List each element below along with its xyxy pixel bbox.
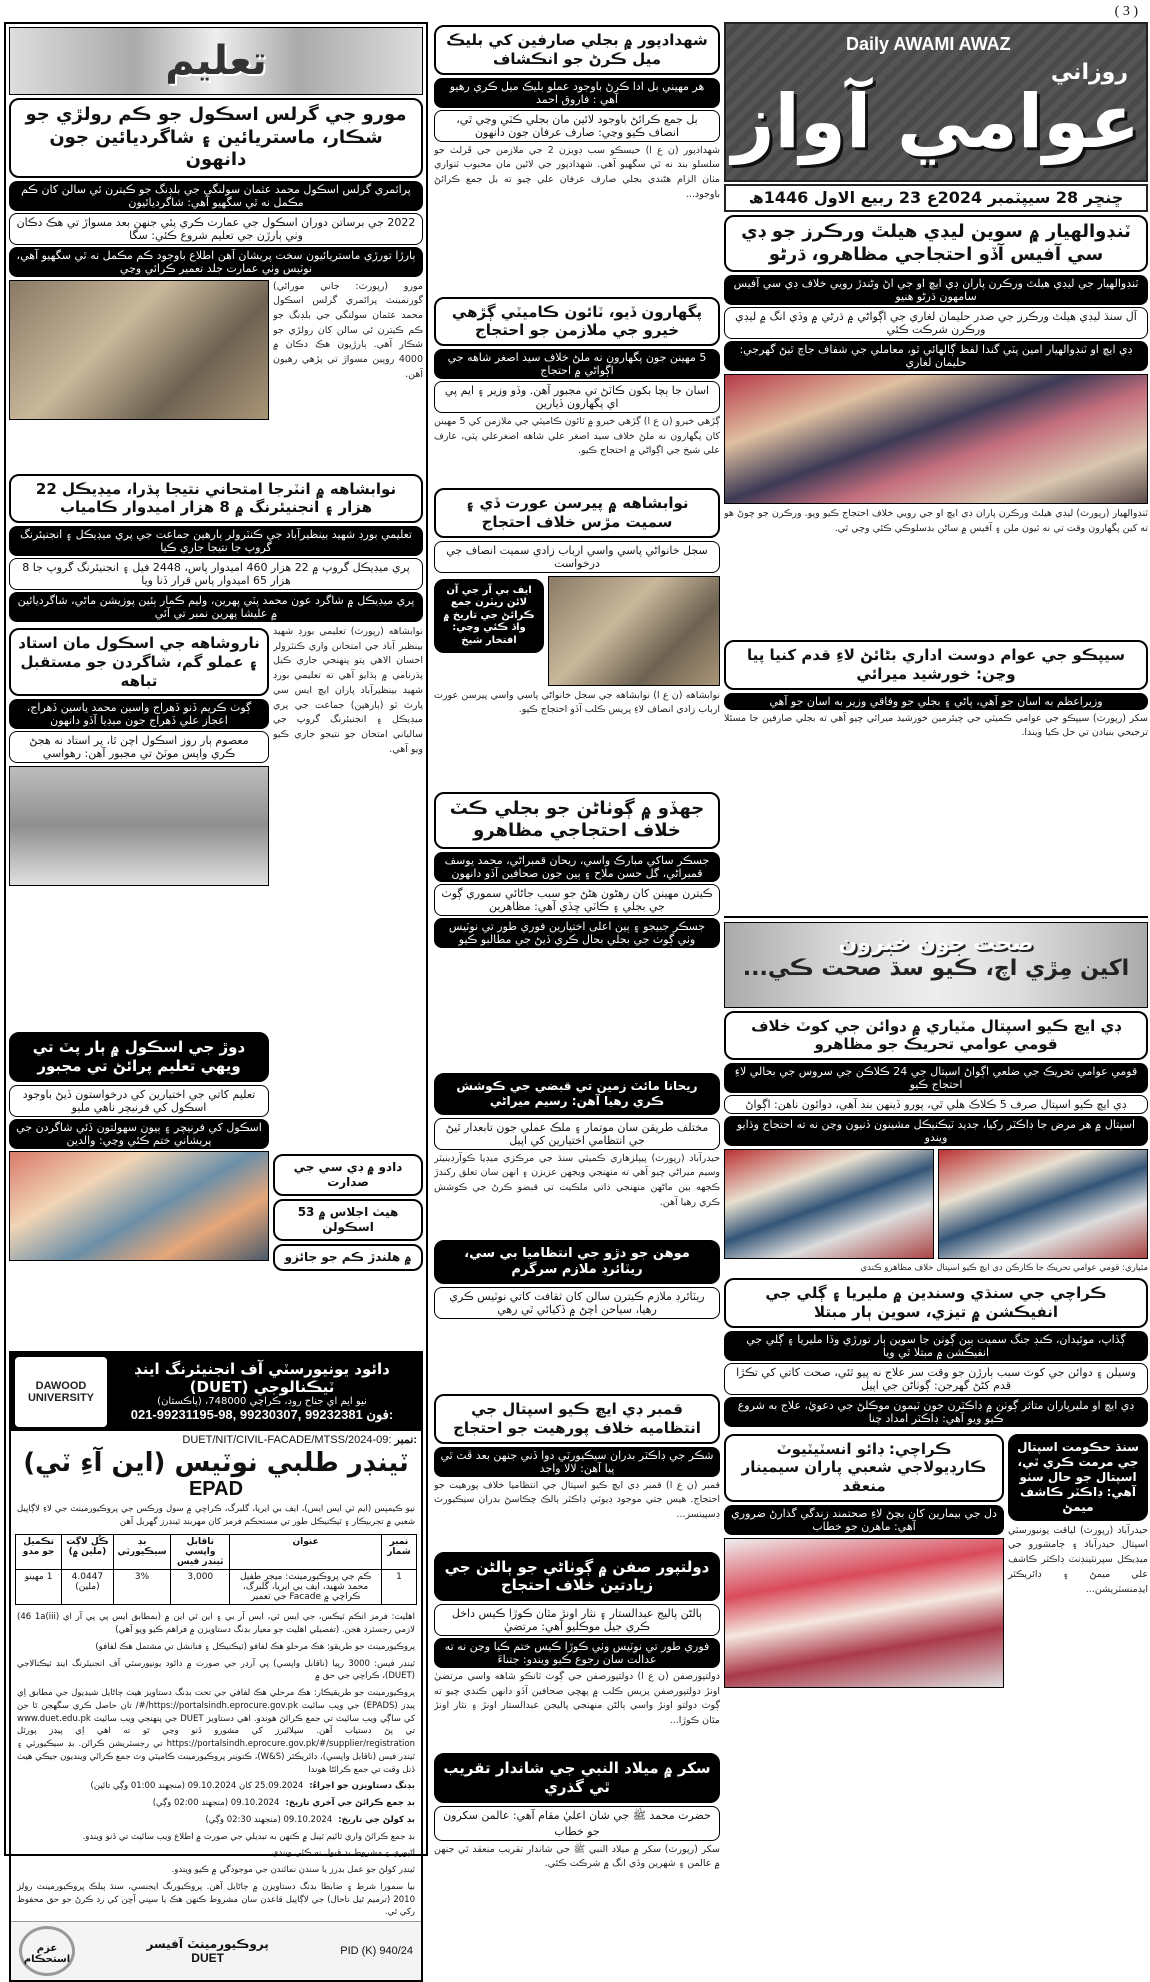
headline-dow-seminar[interactable]: ڪراچي: ڊائو انسٽيٽيوٽ ڪارڊيولاجي شعبي پاران سيمينار منعقد	[724, 1434, 1004, 1502]
schedule-label: بڊ جمع ڪرائڻ جي آخري تاريخ:	[285, 1798, 415, 1808]
schedule-row	[11, 1812, 421, 1829]
subheadline: تعليمي بورڊ شهيد بينظيرآباد جي ڪنٽرولر ٻارهين جماعت جي پري ميڊيڪل ۽ انجنيئرنگ گروپ جا نتيجا جاري ڪيا	[9, 526, 423, 556]
schedule-row	[11, 1795, 421, 1812]
headline-nawabshah-results[interactable]: نوابشاهه ۾ انٽرجا امتحاني نتيجا پڌرا، ميڊيڪل 22 هزار ۽ انجنيئرنگ ۾ 8 هزار اميدوار ڪامياب	[9, 474, 423, 524]
duet-logo: DAWOOD UNIVERSITY	[15, 1357, 107, 1427]
article-body: نوابشاهه (ن ع ا) نوابشاهه جي سجل خانواڻي پاسي واسي پيرسن عورت ارباب زادي انصاف لاءِ پريس ڪلب آڏو احتجاج ڪيو.	[434, 689, 720, 716]
masthead-name: عوامي آواز	[731, 79, 1141, 165]
subheadline: ڊي ايڇ او مليرپاران متاثر ڳوٺن ۾ ڊاڪٽرن جون ٽيمون موڪلڻ جي دعويٰ، علاج به شروع ڪيو ويو آهي: ڊاڪٽر امداد چنا	[724, 1397, 1148, 1427]
subheadline: معصوم ٻار روز اسڪول اچن ٿا، پر استاد نه هجڻ ڪري واپس موٽڻ تي مجبور آهن: رهواسي	[9, 731, 269, 763]
subheadline: حضرت محمد ﷺ جي شان اعليٰ مقام آهي: عالمن سکرون جو خطاب	[434, 1806, 720, 1841]
article-body: دولتپورصفن (ن ع ا) دولتپورصفن جي ڳوٺ ٽانڪو شاهه واسي مرتضيٰ اونڙ دولتپورصفن پريس ڪلب ۾ پهچي صحافين آڏو دانهن ڪندي چيو ته ڳوٺ دولتو اونڙ واسي ٻالڻن منهنجي پاليجن عبدالستار اونڙ ۽ نثار اونڙ مٿان ڪوڙا...	[434, 1671, 720, 1727]
masthead	[724, 22, 1148, 182]
headline-johi-power-cut[interactable]: جهڏو ۾ ڳوٺاڻن جو بجلي ڪٽ خلاف احتجاجي مظاهرو	[434, 792, 720, 849]
middle-column	[434, 22, 720, 1870]
ad-tender-fee: ٽينڊر فيس: 3000 رپيا (ناقابل واپسي) پي آرڊر جي صورت ۾ دائود يونيورسٽي آف انجنيئرنگ اينڊ ٽيڪنالاجي (DUET)، ڪراچي جي حق ۾	[17, 1658, 416, 1682]
table-cell: 3%	[113, 1570, 171, 1605]
subheadline: ڊي ايڇ او ٽنڊوالهيار امين پٽي گندا لفظ ڳالهائي ٿو، معاملي جي شفاف جاچ ٿيڻ گهرجي: حليمان لغاري	[724, 341, 1148, 371]
table-header: نمبر شمار	[382, 1535, 417, 1570]
masthead-english-title: Daily AWAMI AWAZ	[846, 34, 1011, 54]
headline-matiari-hospital[interactable]: ڊي ايڇ ڪيو اسپتال مٽياري ۾ دوائن جي کوٽ خلاف قومي عوامي تحريڪ جو مظاهرو	[724, 1011, 1148, 1061]
ad-university-name: دائود يونيورسٽي آف انجنيئرنگ اينڊ ٽيڪنالوجي (DUET)	[134, 1360, 390, 1397]
ad-note: بڊ جمع ڪرائڻ واري ٽائيم ٽيبل ۾ ڪنهن به تبديلي جي صورت ۾ اطلاع ويب سائيٽ تي ڏنو ويندو.	[82, 1831, 415, 1842]
health-protest-photo	[938, 1149, 1148, 1259]
ad-reference-label: نمبر:	[394, 1433, 417, 1446]
ad-phone-label: فون:	[366, 1407, 394, 1423]
empty-classroom-photo	[9, 766, 269, 886]
schedule-value: 09.10.2024 (منجهند 02:00 وڳي)	[152, 1798, 280, 1808]
table-row	[16, 1570, 417, 1605]
ad-procurement-method: پروڪيورمينٽ جو طريقو: هڪ مرحلو هڪ لفافو (ٽيڪنيڪل ۽ فنانشل تي مشتمل هڪ لفافو)	[95, 1641, 415, 1652]
table-header: بڊ سيڪيورٽي	[113, 1535, 171, 1570]
subheadline: ٽنڊوالهيار جي ليڊي هيلٿ ورڪرن پاران ڊي ايڇ او جي اڻ وڻندڙ رويي خلاف ڊي سي آفيس سامهون ڌرڻو هنيو	[724, 275, 1148, 305]
ad-title: ٽينڊر طلبي نوٽيس (اين آءِ ٽي)	[23, 1447, 409, 1478]
subheadline: اسپتال ۾ هر مرض جا ڊاڪٽر رکيا، جديد ٽيڪنيڪل مشينون ڏنيون وڃن نه ته احتجاج وڌايو ويندو	[724, 1116, 1148, 1146]
headline-daulatpur[interactable]: دولتپور صفن ۾ ڳوٺاڻي جو ٻالڻن جي زيادتين خلاف احتجاج	[434, 1552, 720, 1602]
subheadline: جسڪر ساکي مبارڪ واسي، ريحان قمبراڻي، محمد يوسف قمبراڻي، گل حسن ملاح ۽ ٻين جون صحافين آڏو دانهون	[434, 852, 720, 882]
ad-signatory: پروڪيورمينٽ آفيسر	[146, 1937, 269, 1951]
ad-epad: EPAD	[188, 1477, 244, 1500]
subheadline: 2022 جي برساتن دوران اسڪول جي عمارت ڪري پئي جنهن بعد مسواڙ تي هڪ دڪان وٺي ٻارڙن جي تعليم شروع ڪئي: سگا	[9, 213, 423, 245]
health-banner-title: صحت جون خبرون	[838, 930, 1034, 956]
table-header: تڪميل جو مدو	[16, 1535, 62, 1570]
boxed-quote-kashif-memon[interactable]: سنڌ حڪومت اسپتال جي مرمت ڪري ٿي، اسپتال جو حال سٺو آهي: ڊاڪٽر ڪاشف ميمڻ	[1008, 1434, 1148, 1521]
health-protest-photo-2	[724, 1149, 934, 1259]
article-body: سکر (رپورٽ) سکر ۾ ميلاد النبي ﷺ جي شاندار تقريب منعقد ٿي جنهن ۾ عالمن ۽ شهرين وڏي انگ ۾ شرڪت ڪئي.	[434, 1843, 720, 1870]
left-column	[4, 22, 428, 1965]
subheadline: قومي عوامي تحريڪ جي ضلعي اڳواڻ اسپتال جي 24 ڪلاڪن جي سروس جي بحالي لاءِ احتجاج ڪيو	[724, 1063, 1148, 1093]
protest-photo	[724, 374, 1148, 504]
education-banner-title: تعليم	[165, 38, 267, 84]
subheadline: ڳڏاپ، موئيدان، ڪنڊ جنگ سميت ٻين ڳوٺن جا سوين ٻار تورڙي وڏا مليريا ۽ ڳلي جي انفيڪشن ۾ مبتلا ٿي ويا	[724, 1331, 1148, 1361]
table-header: ڪُل لاڳت (ملين ۾)	[62, 1535, 114, 1570]
subheadline: آل سنڌ ليڊي هيلٿ ورڪرز جي صدر حليمان لغاري جي اڳواڻي ۾ ڌرڻي ۾ وڏي انگ ۾ ليڊي ورڪرن شرڪت ڪئي	[724, 307, 1148, 339]
table-cell: 3,000	[171, 1570, 230, 1605]
subheadline: مختلف طريقن سان موتمار ۽ ملڪ عملي جون تابعدار ٿيڻ جي انتظامي اختيارين کي اپيل	[434, 1118, 720, 1150]
article-body: سکر (رپورٽ) سيپڪو جي عوامي ڪميٽي جي چيئرمين خورشيد ميرائي چيو آهي ته بجلي صارفين جا مسئلا ترجيحي بنيادن تي حل ڪيا ويندا.	[724, 712, 1148, 739]
headline-karachi-malaria[interactable]: ڪراچي جي سنڌي وسندين ۾ مليريا ۽ ڳلي جي انفيڪشن ۾ تيزي، سوين ٻار مبتلا	[724, 1278, 1148, 1328]
ad-signatory-org: DUET	[191, 1951, 224, 1965]
side-box[interactable]: هيٺ اجلاس ۾ 53 اسڪولن	[273, 1199, 423, 1241]
headline-garhi-khairo[interactable]: پگهارون ڏيو، ٽائون ڪاميٽي ڳڙهي خيرو جي ملازمن جو احتجاج	[434, 297, 720, 347]
subheadline: ريٽائرڊ ملازم ڪيترن سالن کان ثقافت کاتي نوٽيس ڪري رهيا، سياحن اچڻ ۾ ڏکيائي ٿي رهي	[434, 1287, 720, 1319]
dateline: ڇنڇر 28 سيپٽمبر 2024ع 23 ربيع الاول 1446ھ	[724, 184, 1148, 212]
ad-pid: PID (K) 940/24	[340, 1945, 413, 1957]
table-cell: 4.0447 (ملين)	[62, 1570, 114, 1605]
article-body: حيدرآباد (رپورٽ) لياقت يونيورسٽي اسپتال حيدرآباد ۽ ڄامشورو جي ميڊيڪل سپرنٽينڊنٽ ڊاڪٽر ڪاشف علي ميمڻ ۽ ڊائريڪٽر ايڊمنسٽريشن...	[1008, 1524, 1148, 1595]
subheadline: پرائمري گرلس اسڪول محمد عثمان سولنگي جي بلڊنگ جو ڪيترن ئي سالن کان ڪم مڪمل نه ٿي سگهيو آهي: شاگرديائيون	[9, 181, 423, 211]
ad-rules: بيا سمورا شرط ۽ ضابطا بڊنگ دستاويزن ۾ ڄاڻايل آهن. پروڪيورنگ ايجنسي، سنڌ پبلڪ پروڪيورمينٽ رولز 2010 (ترميم ٿيل تاحال) جي لاڳاپيل قاعدن سان مشروط ڪنهن هڪ يا سڀني آڇن کي رد ڪرڻ جو حق محفوظ رکي ٿي.	[17, 1881, 415, 1918]
schedule-row	[11, 1778, 421, 1795]
table-header: عنوان	[230, 1535, 382, 1570]
headline-dour-school[interactable]: دوڙ جي اسڪول ۾ ٻار پٽ تي ويهي تعليم پرائڻ تي مجبور	[9, 1032, 269, 1082]
woman-protest-photo	[548, 576, 720, 686]
subheadline: وسيلن ۽ دوائن جي کوٽ سبب ٻارڙن جو وقت سر علاج نه پيو ٿئي، صحت کاتي کي تڪڙا قدم کڻڻ گهرجن: ڳوٺاڻن جي اپيل	[724, 1363, 1148, 1395]
students-floor-photo	[9, 1151, 269, 1261]
ad-address: نيو ايم اي جناح روڊ، ڪراچي 748000، (پاڪستان)	[157, 1396, 367, 1408]
ad-intro: نيو ڪيمپس (ايم ٽي ايس ايس)، ايف بي ايريا، گلبرگ، ڪراچي ۾ سول ورڪس جي پروڪيورمينٽ جي لاءِ لاڳاپيل شعبي ۾ تجربيڪار ۽ ٽيڪنيڪل طور تي مستحڪم فرمز کان مهربند ٽينڊرز گهربل آهن	[17, 1503, 415, 1527]
headline-sepco[interactable]: سيپڪو جي عوام دوست اداري بڻائڻ لاءِ قدم کنيا پيا وڃن: خورشيد ميرائي	[724, 640, 1148, 690]
subheadline: شڪر جي ڊاڪٽر بدران سيڪيورٽي دوا ڏني جنهن بعد ڦٽ ٿي پيا آهن: لالا واجد	[434, 1447, 720, 1477]
school-photo	[9, 280, 269, 420]
headline-land-dispute[interactable]: ريحانا مائٽ زمين تي قبضي جي ڪوشش ڪري رهيا آهن: رسيم ميراڻي	[434, 1073, 720, 1115]
table-header: ناقابل واپسي ٽينڊر فيس	[171, 1535, 230, 1570]
subheadline: ڊي ايڇ ڪيو اسپتال صرف 5 ڪلاڪ هلي ٿي، پورو ڏينهن بند آهي، دوائون ناهن: اڳواڻ	[724, 1095, 1148, 1114]
side-box[interactable]: دادو ۾ ڊي سي جي صدارت	[273, 1154, 423, 1196]
photo-caption: مٽياري: قومي عوامي تحريڪ جا ڪارڪن ڊي ايڇ ڪيو اسپتال خلاف مظاهرو ڪندي	[860, 1263, 1148, 1273]
table-cell: ڪم جي پروڪيورمينٽ: ميجر طفيل محمد شهيد، ايف بي ايريا، گلبرگ، ڪراچي ۾ Facade جي تعمير	[230, 1570, 382, 1605]
ad-note: ٽينڊر کولڻ جو عمل بڊرز يا سندن نمائندن جي موجودگي ۾ ڪيو ويندو.	[171, 1865, 415, 1875]
headline-tandoallahyar-lhw[interactable]: ٽنڊوالهيار ۾ سوين ليڊي هيلٿ ورڪرز جو ڊي سي آفيس آڏو احتجاجي مظاهرو، ڌرڻو	[724, 215, 1148, 272]
subheadline: وزيراعظم به اسان جو آهي، پاڻي ۽ بجلي جو وفاقي وزير به اسان جو آهي	[724, 693, 1148, 710]
subheadline: بل جمع ڪرائڻ باوجود لائين مان بجلي ڪٽي وڃي ٿي، انصاف ڪيو وڃي: صارف عرفان جون دانهون	[434, 110, 720, 142]
health-banner	[724, 922, 1148, 1008]
duet-tender-ad	[9, 1351, 423, 1982]
seminar-photo	[724, 1538, 1004, 1688]
headline-qambar-hospital[interactable]: قمبر ڊي ايڇ ڪيو اسپتال جي انتظاميه خلاف پورهيت جو احتجاج	[434, 1394, 720, 1444]
subheadline: ٻالڻن پاليج عبدالستار ۽ نثار اونڙ مٿان ڪوڙا ڪيس داخل ڪري جيل موڪليو آهي: مرتضيٰ	[434, 1604, 720, 1636]
headline-naushahro-school[interactable]: ناروشاهه جي اسڪول مان استاد ۽ عملو گم، شاگردن جو مستقبل تباهه	[9, 628, 269, 696]
schedule-label: بڊ کولڻ جي تاريخ:	[338, 1814, 415, 1825]
subheadline: 5 مهينن جون پگهارون نه ملڻ خلاف سيد اصغر شاهه جي اڳواڻي ۾ احتجاج	[434, 349, 720, 379]
ad-phone: 021-99231195-98, 99230307, 99232381	[130, 1407, 363, 1423]
subheadline: اسان جا ٻچا بکون ڪاٽڻ تي مجبور آهن. وڏو وزير ۽ ايم پي اي پگهارون ڏيارين	[434, 381, 720, 413]
article-body: قمبر (ن ع ا) قمبر ڊي ايڇ ڪيو اسپتال جي انتظاميا خلاف پورهيت جو احتجاج. هيس جتي موجود ڊيوٽي ڊاڪٽر ٻالڪ چڪاسڻ بدران سيڪيورٽ ڊسپينسر...	[434, 1479, 720, 1520]
headline-nawabshah-woman[interactable]: نوابشاهه ۾ پيرسن عورت ڏي ۽ سميت مڙس خلاف احتجاج	[434, 488, 720, 538]
table-cell: 1 مهينو	[16, 1570, 62, 1605]
divider	[724, 916, 1148, 918]
article-body: ٽنڊوالهيار (رپورٽ) ليڊي هيلٿ ورڪرن پاران ڊي ايڇ او جي رويي خلاف احتجاج ڪيو ويو. ورڪرن جو چوڻ هو ته کين پگهارون وقت تي نه ٿيون ملن ۽ آفيس ۾ ساڻن بدسلوڪي ڪئي وڃي ٿي.	[724, 508, 1148, 534]
article-body: ڳڙهي خيرو (ن ع ا) ڳڙهي خيرو ۾ ٽائون ڪاميٽي جي ملازمن کي 5 مهينن کان پگهارون نه ملڻ خلاف سيد اصغر علي شاهه اصغرعلي پٽي، عارف علي شيخ جي اڳواڻي ۾ احتجاج ڪيو.	[434, 416, 720, 457]
side-box[interactable]: ۾ هلندڙ ڪم جو جائزو	[273, 1244, 423, 1271]
masthead-daily-label: روزاني	[1050, 60, 1128, 85]
table-cell: 1	[382, 1570, 417, 1605]
ad-procedure: پروڪيورمينٽ جو طريقيڪار: هڪ مرحلي هڪ لفافي جي تحت بڊنگ دستاويز هيٺ ڄاڻايل شيڊيول جي مطابق اِي پيڊز (EPADS) جي ويب سائيٽ https://portalsindh.eprocure.gov.pk/#/ تان حاصل ڪري سگهجن ٿا جن کي ساڳي ويب سائيٽ تي جمع ڪرائڻ هوندو. اهي دستاويز DUET جي پنهنجي ويب سائيٽ www.duet.edu.pk تي پڻ دستياب آهن. سپلائيرز کي مشورو ڏنو وڃي ٿو ته اهي اِي پيڊز پورٽل https://portalsindh.eprocure.gov.pk/#/supplier/registration تي رجسٽريشن ڪرائن. بڊ سيڪيورٽي ۽ ٽينڊر فيس (ناقابل واپسي)، ڊائريڪٽر (W&S)، ڪنوينر پروڪيورمينٽ ڪاميٽي وٽ جمع ڪرائي وينديون جيڪي هيٺ ڏنل وقت تي جمع ڪرائڻا هوندا	[17, 1688, 416, 1775]
headline-shahdadpur-billing[interactable]: شهدادپور ۾ بجلي صارفين کي بليڪ ميل ڪرڻ جو انڪشاف	[434, 25, 720, 75]
right-column	[724, 22, 1148, 1856]
subheadline: ٻارڙا تورڙي ماستريائيون سخت پريشان آهن اطلاع باوجود ڪم مڪمل نه ٿي سگهيو آهي، نوٽيس وٺي عمارت جلد تعمير ڪرائي وڃي	[9, 247, 423, 277]
education-banner	[9, 27, 423, 95]
headline-moro-school[interactable]: مورو جي گرلس اسڪول جو ڪم رولڙي جو شڪار، ماستريائين ۽ شاگرديائين جون دانهون	[9, 98, 423, 178]
headline-sukkur-milad[interactable]: سکر ۾ ميلاد النبي جي شاندار تقريب ٿي گذري	[434, 1753, 720, 1803]
subheadline: هر مهيني بل ادا ڪرڻ باوجود عملو بليڪ ميل ڪري رهيو آهي : فاروق احمد	[434, 78, 720, 108]
subheadline: فوري طور تي نوٽيس وٺي ڪوڙا ڪيس ختم ڪيا وڃن نه ته عدالت سان رجوع ڪيو ويندو: جتناءَ	[434, 1638, 720, 1668]
subheadline: پري ميڊيڪل ۾ شاگرد عون محمد پٽي پهرين، وليم ڪمار ٻئين پوزيشن ماڻي، شاگرديائين ۾ عليشا پهرين نمبر تي آئي	[9, 592, 423, 622]
tender-table	[15, 1534, 417, 1605]
article-body: حيدرآباد (رپورٽ) پيپلزهاري ڪميٽي سنڌ جي مرڪزي ميڊيا ڪوآرڊينيٽر وسيم ميراڻي چيو آهي ته منهنجي ويجهن عزيزن ۽ انهن سان تعلق رکندڙ ڪجهه ٻين ماڻهن منهنجي ذاتي ملڪيت تي قبضو ڪرڻ جي ڪوشش ڪري رهيا آهن.	[434, 1152, 720, 1208]
ad-reference: DUET/NIT/CIVIL-FACADE/MTSS/2024-09:	[182, 1433, 392, 1446]
ad-eligibility: اهليت: فرمز انڪم ٽيڪس، جي ايس ٽي، ايس آر بي ۽ اين ٽي اين ۾ (بمطابق ايس پي پي آر اي (iii)46 1a) لازمي رجسٽرڊ هجن. (تفصيلي اهليت جو معيار بڊنگ دستاويزن ۾ فراهم ڪيو ويو آهي)	[17, 1612, 415, 1635]
article-body: مورو (رپورٽ: جاني مورائي) گورنمينٽ پرائمري گرلس اسڪول محمد عثمان سولنگي جي بلڊنگ جو ڪم ڪيترن ئي سالن کان رولڙي جو شڪار آهي. ٻارڙيون هڪ دڪان ۾ 4000 روپين مسواڙ تي پڙهي رهيون آهن.	[273, 280, 423, 380]
headline-moenjodaro[interactable]: موهن جو دڙو جي انتظاميا بي سي، ريٽائرڊ ملازم سرگرم	[434, 1240, 720, 1285]
subheadline: پري ميڊيڪل گروپ ۾ 22 هزار 460 اميدوار پاس، 2448 فيل ۽ انجنيئرنگ گروپ جا 8 هزار 65 اميدوار پاس قرار ڏنا ويا	[9, 558, 423, 590]
subheadline: ڪيترن مهينن کان رهڻون هڻڻ جو سبب جاڻائي سموري ڳوٺ جي بجلي ۽ ڪاٽي ڇڏي آهي: مظاهرين	[434, 884, 720, 916]
subheadline: ڳوٺ ڪريم ڏنو ڏهراج واسين محمد ياسين ڏهراج، اعجاز علي ڏهراج جون ميڊيا آڏو دانهون	[9, 699, 269, 729]
schedule-value: 25.09.2024 کان 09.10.2024 (منجهند 01:00 وڳي تائين)	[90, 1781, 304, 1792]
page-number: ( 3 )	[1114, 4, 1138, 19]
article-body: شهدادپور (ن ع ا) حيسڪو سب ڊويزن 2 جي ملازمن جي ڦرلٽ جو سلسلو بند نه ٿي سگهيو آهي. شهدادپور جي لائين مان محبوب ٽنواري مٺان الزام هڻندي بجلي صارف عرفان علي چيو ته بل جمع ڪرائڻ باوجود...	[434, 144, 720, 200]
ad-note: اڻپوري ۽ مشروط بڊ قبول نه ڪئي ويندي.	[269, 1848, 415, 1859]
schedule-label: بڊنگ دستاويزن جو اجراءُ:	[309, 1781, 415, 1792]
azm-istehkam-seal-icon: عزم استحڪام	[19, 1926, 75, 1976]
article-body: نوابشاهه (رپورٽ) تعليمي بورڊ شهيد بينظير آباد جي امتحانن واري ڪنٽرولر احسان الاهي پتو پنهنجي جاري ڪيل پڌرنامي ۾ ٻڌايو آهي ته تعليمي بورڊ شهيد بينظيرآباد پاران ايڇ ايس سي پارٽ ٽو (ٻارهين) جماعت جي پري ميڊيڪل ۽ انجنيئرنگ گروپ جي سالياني امتحان جو نتيجو جاري ڪيو ويو آهي.	[273, 626, 423, 755]
subheadline: تعليم کاتي جي اختيارين کي درخواستون ڏيڻ باوجود اسڪول کي فرنيچر ناهي مليو	[9, 1085, 269, 1117]
subheadline: سجل خانواڻي پاسي واسي ارباب زادي سميت انصاف جي درخواست	[434, 541, 720, 573]
subheadline: دل جي بيمارين کان بچڻ لاءِ صحتمند زندگي گذارڻ ضروري آهي: ماهرن جو خطاب	[724, 1505, 1004, 1535]
subheadline: اسڪول کي فرنيچر ۽ ٻيون سهولتون ڏئي شاگردن جي پريشاني ختم ڪئي وڃي: والدين	[9, 1119, 269, 1149]
schedule-value: 09.10.2024 (منجهند 02:30 وڳي)	[205, 1814, 333, 1825]
boxed-fbr-deadline[interactable]: ايف بي آر جي آن لائن ريٽرن جمع ڪرائڻ جي تاريخ ۾ واڌ ڪئي وڃي: افتخار شيخ	[434, 579, 544, 654]
health-banner-tagline: اکين مِڙي اچ، ڪيو سڌ صحت ڪي...	[742, 955, 1130, 981]
subheadline: جسڪر جبيجو ۽ ٻين اعلى اختيارين فوري طور تي نوٽيس وٺي ڳوٺ جي بجلي بحال ڪري ڏيڻ جي مطالبو ڪيو	[434, 918, 720, 948]
